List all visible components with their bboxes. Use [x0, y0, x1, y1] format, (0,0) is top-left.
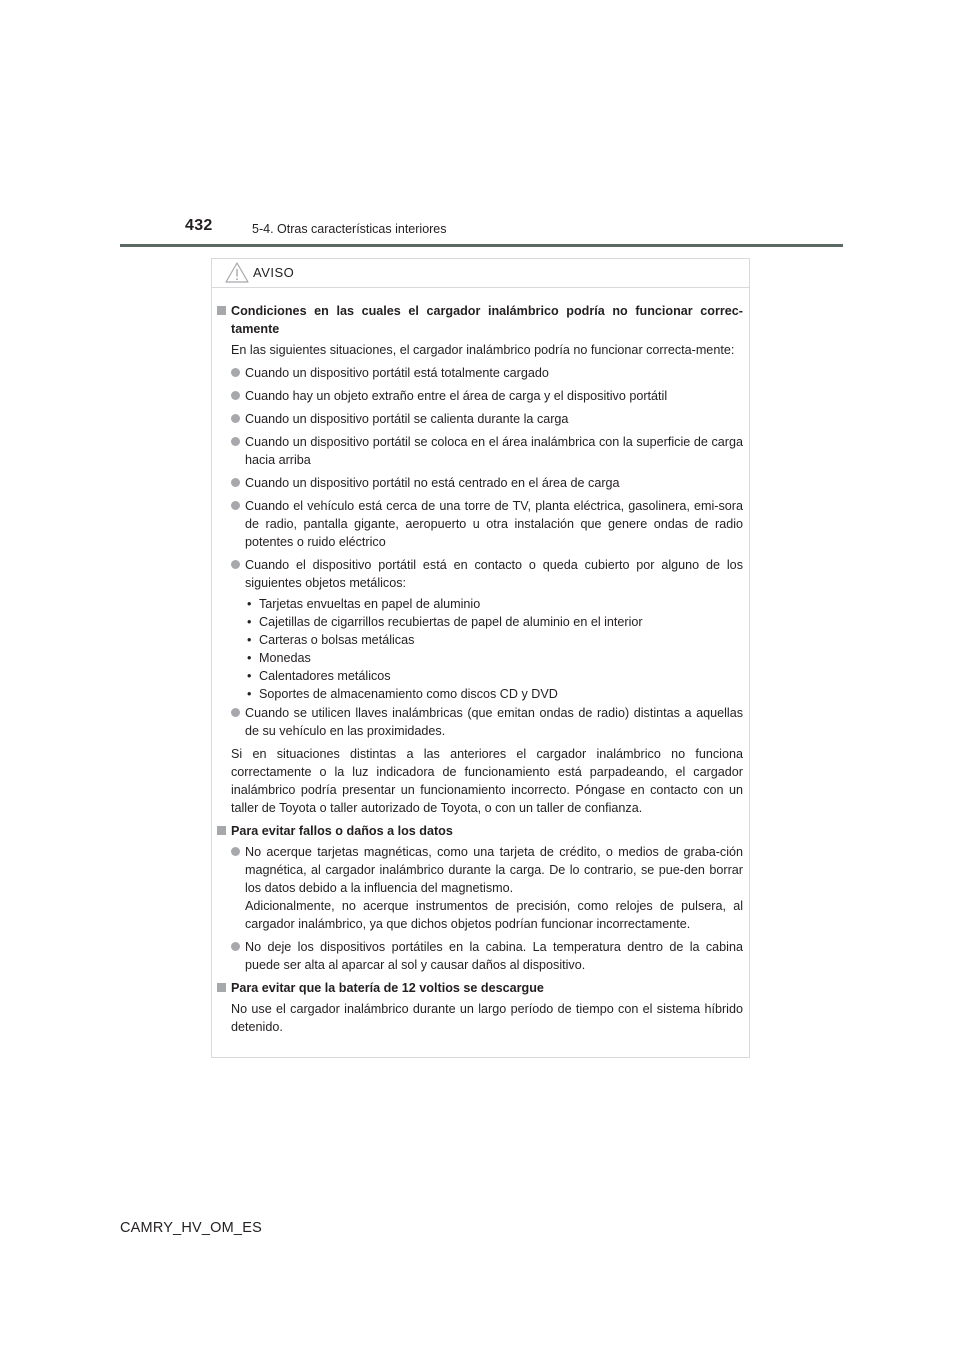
circle-bullet-icon [231, 847, 240, 856]
warning-header [212, 259, 749, 288]
dot-list-item: • Cajetillas de cigarrillos recubiertas de papel de aluminio en el interior [247, 615, 643, 629]
page-number: 432 [185, 217, 213, 234]
list-item-text: Cuando el dispositivo portátil está en contacto o queda cubierto por alguno de los siguientes objetos metálicos: [245, 558, 743, 590]
list-item-text: Cuando un dispositivo portátil está totalmente cargado [245, 366, 549, 380]
square-bullet-icon [217, 983, 226, 992]
dot-list-item: • Tarjetas envueltas en papel de aluminio [247, 597, 481, 611]
dot-list-item-text: Calentadores metálicos [259, 669, 391, 683]
list-item-text-extra: Adicionalmente, no acerque instrumentos de precisión, como relojes de pulsera, al cargador inalámbrico, ya que dichos objetos podrían funcionar incorrectamente. [245, 899, 743, 931]
circle-bullet-icon [231, 708, 240, 717]
list-item [217, 938, 743, 974]
dot-list-item: • Carteras o bolsas metálicas [247, 633, 415, 647]
dot-list-item-text: Monedas [259, 651, 311, 665]
header-rule [120, 244, 843, 247]
list-item [217, 364, 743, 382]
section-heading-text: Para evitar fallos o daños a los datos [231, 824, 453, 838]
dot-list-item-text: Carteras o bolsas metálicas [259, 633, 415, 647]
warning-label: AVISO [253, 265, 295, 280]
circle-bullet-icon [231, 478, 240, 487]
dot-list-item-text: Soportes de almacenamiento como discos CD y DVD [259, 687, 558, 701]
list-item [217, 843, 743, 933]
circle-bullet-icon [231, 368, 240, 377]
list-item-text: Cuando se utilicen llaves inalámbricas (que emitan ondas de radio) distintas a aquellas de su vehículo en las proximidades. [245, 706, 743, 738]
square-bullet-icon [217, 306, 226, 315]
list-item [217, 410, 743, 428]
section-intro: No use el cargador inalámbrico durante un largo período de tiempo con el sistema híbrido detenido. [231, 1002, 743, 1034]
list-item [217, 556, 743, 592]
section-title: 5-4. Otras características interiores [252, 222, 447, 236]
list-item [217, 497, 743, 551]
list-item [217, 474, 743, 492]
list-item-text: Cuando un dispositivo portátil no está centrado en el área de carga [245, 476, 620, 490]
dot-list-item-text: Tarjetas envueltas en papel de aluminio [259, 597, 481, 611]
section-heading [217, 979, 743, 997]
dot-list-item: • Monedas [247, 651, 311, 665]
warning-box [211, 258, 750, 1058]
section-heading-text: Condiciones en las cuales el cargador inalámbrico podría no funcionar correc-tamente [231, 304, 743, 336]
list-item-text: Cuando un dispositivo portátil se calienta durante la carga [245, 412, 569, 426]
section-heading-text: Para evitar que la batería de 12 voltios se descargue [231, 981, 544, 995]
footer-doc-code: CAMRY_HV_OM_ES [120, 1220, 262, 1236]
list-item [217, 433, 743, 469]
list-item [217, 704, 743, 740]
circle-bullet-icon [231, 560, 240, 569]
warning-content [212, 288, 749, 1036]
circle-bullet-icon [231, 437, 240, 446]
section-heading [217, 302, 743, 338]
dot-list-item-text: Cajetillas de cigarrillos recubiertas de papel de aluminio en el interior [259, 615, 643, 629]
dot-list-item: • Calentadores metálicos [247, 669, 391, 683]
metal-objects-list [217, 595, 743, 703]
list-item [217, 387, 743, 405]
section-heading [217, 822, 743, 840]
circle-bullet-icon [231, 391, 240, 400]
list-item-text: Cuando hay un objeto extraño entre el área de carga y el dispositivo portátil [245, 389, 668, 403]
circle-bullet-icon [231, 414, 240, 423]
list-item-text: No deje los dispositivos portátiles en la cabina. La temperatura dentro de la cabina puede ser alta al aparcar al sol y causar daños al dispositivo. [245, 940, 743, 972]
warning-triangle-icon [225, 262, 249, 283]
section-intro: En las siguientes situaciones, el cargador inalámbrico podría no funcionar correcta-mente: [231, 343, 735, 357]
circle-bullet-icon [231, 942, 240, 951]
list-item-text: Cuando un dispositivo portátil se coloca en el área inalámbrica con la superficie de carga hacia arriba [245, 435, 743, 467]
circle-bullet-icon [231, 501, 240, 510]
list-item-text [245, 843, 743, 933]
dot-list-item: • Soportes de almacenamiento como discos CD y DVD [247, 687, 558, 701]
section-closing: Si en situaciones distintas a las anteriores el cargador inalámbrico no funciona correctamente o la luz indicadora de funcionamiento está parpadeando, el cargador inalámbrico podría presentar un funcionamiento incorrecto. Póngase en contacto con un taller de Toyota o taller autorizado de Toyota, o con un taller de confianza. [231, 747, 743, 815]
square-bullet-icon [217, 826, 226, 835]
list-item-text-main: No acerque tarjetas magnéticas, como una tarjeta de crédito, o medios de graba-ción magnética, al cargador inalámbrico durante la carga. De lo contrario, se pue-den borrar los datos debido a la influencia del magnetismo. [245, 845, 743, 895]
list-item-text: Cuando el vehículo está cerca de una torre de TV, planta eléctrica, gasolinera, emi-sora de radio, pantalla gigante, aeropuerto u otra instalación que genere ondas de radio potentes o ruido eléctrico [245, 499, 743, 549]
